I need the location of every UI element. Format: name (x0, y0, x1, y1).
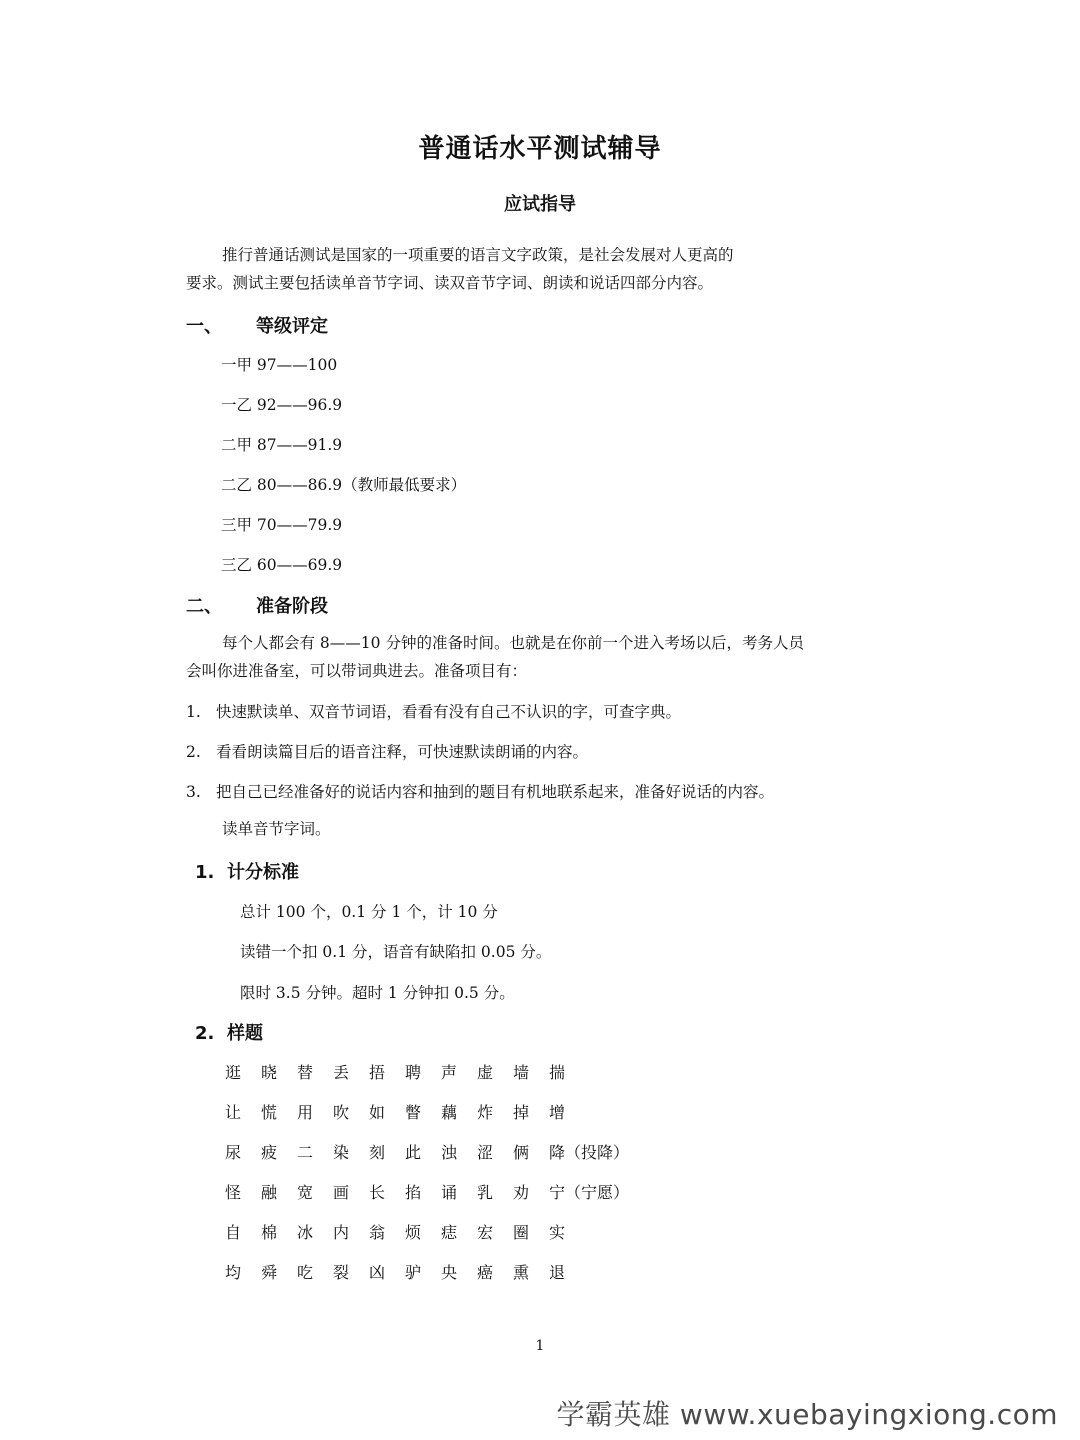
sample-char: 瞥 (405, 1103, 422, 1122)
sample-char: 央 (441, 1263, 458, 1282)
sample-char: 此 (405, 1143, 422, 1162)
sample-row (225, 1260, 565, 1283)
section-2-heading (186, 592, 328, 618)
grade-item: 三乙 60——69.9 (221, 556, 343, 574)
sample-char: 冰 (297, 1223, 314, 1242)
sample-char: 丢 (333, 1063, 350, 1082)
sample-char: 浊 (441, 1143, 458, 1162)
sample-char: 棉 (261, 1223, 278, 1242)
section-1-heading (186, 312, 328, 338)
sample-char: 声 (441, 1063, 458, 1082)
page-number: 1 (535, 1338, 545, 1354)
prep-item-text: 看看朗读篇目后的语音注释，可快速默读朗诵的内容。 (216, 743, 589, 761)
sample-char: 画 (333, 1183, 350, 1202)
sample-char: 炸 (477, 1103, 494, 1122)
sample-char: 翁 (369, 1223, 386, 1242)
prep-item (186, 780, 774, 802)
section-2-para-line-2: 会叫你进准备室，可以带词典进去。准备项目有： (186, 662, 528, 680)
grade-item: 一甲 97——100 (221, 356, 338, 374)
subsection-1-number: 1. (195, 862, 215, 883)
sample-char: 宽 (297, 1183, 314, 1202)
sample-char: 自 (225, 1223, 242, 1242)
sample-row (225, 1140, 629, 1163)
sample-char: 融 (261, 1183, 278, 1202)
sample-char: 癌 (477, 1263, 494, 1282)
sample-char: 涩 (477, 1143, 494, 1162)
sample-row (225, 1180, 629, 1203)
scoring-line: 读错一个扣 0.1 分，语音有缺陷扣 0.05 分。 (240, 943, 552, 961)
section-2-number: 二、 (186, 596, 222, 617)
prep-item-number: 1. (186, 703, 201, 721)
page-title: 普通话水平测试辅导 (418, 134, 662, 164)
section-2-after-text: 读单音节字词。 (222, 820, 331, 838)
sample-char: 尿 (225, 1143, 242, 1162)
sample-char: 烦 (405, 1223, 422, 1242)
watermark: 学霸英雄 www.xuebayingxiong.com (556, 1398, 1058, 1431)
sample-char: 宏 (477, 1223, 494, 1242)
sample-char: 聘 (405, 1063, 422, 1082)
sample-char: 裂 (333, 1263, 350, 1282)
subsection-1-heading (195, 858, 299, 884)
sample-char: 染 (333, 1143, 350, 1162)
sample-row (225, 1220, 565, 1243)
sample-char: 痣 (441, 1223, 458, 1242)
sample-row (225, 1060, 565, 1083)
sample-char: 宁 (549, 1183, 566, 1202)
sample-char: 长 (369, 1183, 386, 1202)
grade-item: 二甲 87——91.9 (221, 436, 343, 454)
subsection-1-title: 计分标准 (227, 862, 299, 883)
sample-char: 掉 (513, 1103, 530, 1122)
section-1-title: 等级评定 (256, 316, 328, 337)
sample-char: 增 (549, 1103, 566, 1122)
section-2-para-line-1: 每个人都会有 8——10 分钟的准备时间。也就是在你前一个进入考场以后，考务人员 (222, 634, 804, 652)
sample-char: 舜 (261, 1263, 278, 1282)
sample-char: 俩 (513, 1143, 530, 1162)
scoring-line: 总计 100 个，0.1 分 1 个，计 10 分 (240, 903, 498, 921)
sample-char: 墙 (513, 1063, 530, 1082)
subsection-2-number: 2. (195, 1023, 215, 1044)
section-1-number: 一、 (186, 316, 222, 337)
sample-char: 熏 (513, 1263, 530, 1282)
sample-char: 揣 (549, 1063, 566, 1082)
sample-char: 圈 (513, 1223, 530, 1242)
sample-row (225, 1100, 565, 1123)
sample-char: 劝 (513, 1183, 530, 1202)
prep-item-text: 把自己已经准备好的说话内容和抽到的题目有机地联系起来，准备好说话的内容。 (216, 783, 775, 801)
sample-char-note: （投降） (565, 1143, 630, 1162)
section-2-title: 准备阶段 (256, 596, 328, 617)
sample-char: 掐 (405, 1183, 422, 1202)
sample-char: 均 (225, 1263, 242, 1282)
sample-char: 吃 (297, 1263, 314, 1282)
prep-item-number: 3. (186, 783, 201, 801)
sample-char: 让 (225, 1103, 242, 1122)
sample-char: 退 (549, 1263, 566, 1282)
sample-char: 乳 (477, 1183, 494, 1202)
sample-char: 晓 (261, 1063, 278, 1082)
sample-char: 虚 (477, 1063, 494, 1082)
sample-char: 如 (369, 1103, 386, 1122)
sample-char: 二 (297, 1143, 314, 1162)
scoring-line: 限时 3.5 分钟。超时 1 分钟扣 0.5 分。 (240, 984, 515, 1002)
subsection-2-title: 样题 (227, 1023, 263, 1044)
prep-item-number: 2. (186, 743, 201, 761)
prep-item-text: 快速默读单、双音节词语，看看有没有自己不认识的字，可查字典。 (216, 703, 682, 721)
sample-char: 诵 (441, 1183, 458, 1202)
sample-char: 实 (549, 1223, 566, 1242)
sample-char: 内 (333, 1223, 350, 1242)
page-subtitle: 应试指导 (504, 194, 576, 215)
sample-char: 吹 (333, 1103, 350, 1122)
grade-item: 一乙 92——96.9 (221, 396, 343, 414)
prep-item (186, 740, 588, 762)
sample-char: 慌 (261, 1103, 278, 1122)
sample-char: 替 (297, 1063, 314, 1082)
sample-char: 藕 (441, 1103, 458, 1122)
sample-char: 凶 (369, 1263, 386, 1282)
intro-line-1: 推行普通话测试是国家的一项重要的语言文字政策，是社会发展对人更高的 (222, 246, 734, 264)
sample-char: 疲 (261, 1143, 278, 1162)
prep-item (186, 700, 681, 722)
sample-char: 捂 (369, 1063, 386, 1082)
sample-char: 降 (549, 1143, 566, 1162)
sample-char: 逛 (225, 1063, 242, 1082)
sample-char: 用 (297, 1103, 314, 1122)
grade-item: 三甲 70——79.9 (221, 516, 343, 534)
subsection-2-heading (195, 1019, 263, 1045)
sample-char: 驴 (405, 1263, 422, 1282)
intro-line-2: 要求。测试主要包括读单音节字词、读双音节字词、朗读和说话四部分内容。 (186, 274, 714, 292)
sample-char: 刻 (369, 1143, 386, 1162)
sample-char: 怪 (225, 1183, 242, 1202)
sample-char-note: （宁愿） (565, 1183, 630, 1202)
grade-item: 二乙 80——86.9（教师最低要求） (221, 476, 467, 494)
